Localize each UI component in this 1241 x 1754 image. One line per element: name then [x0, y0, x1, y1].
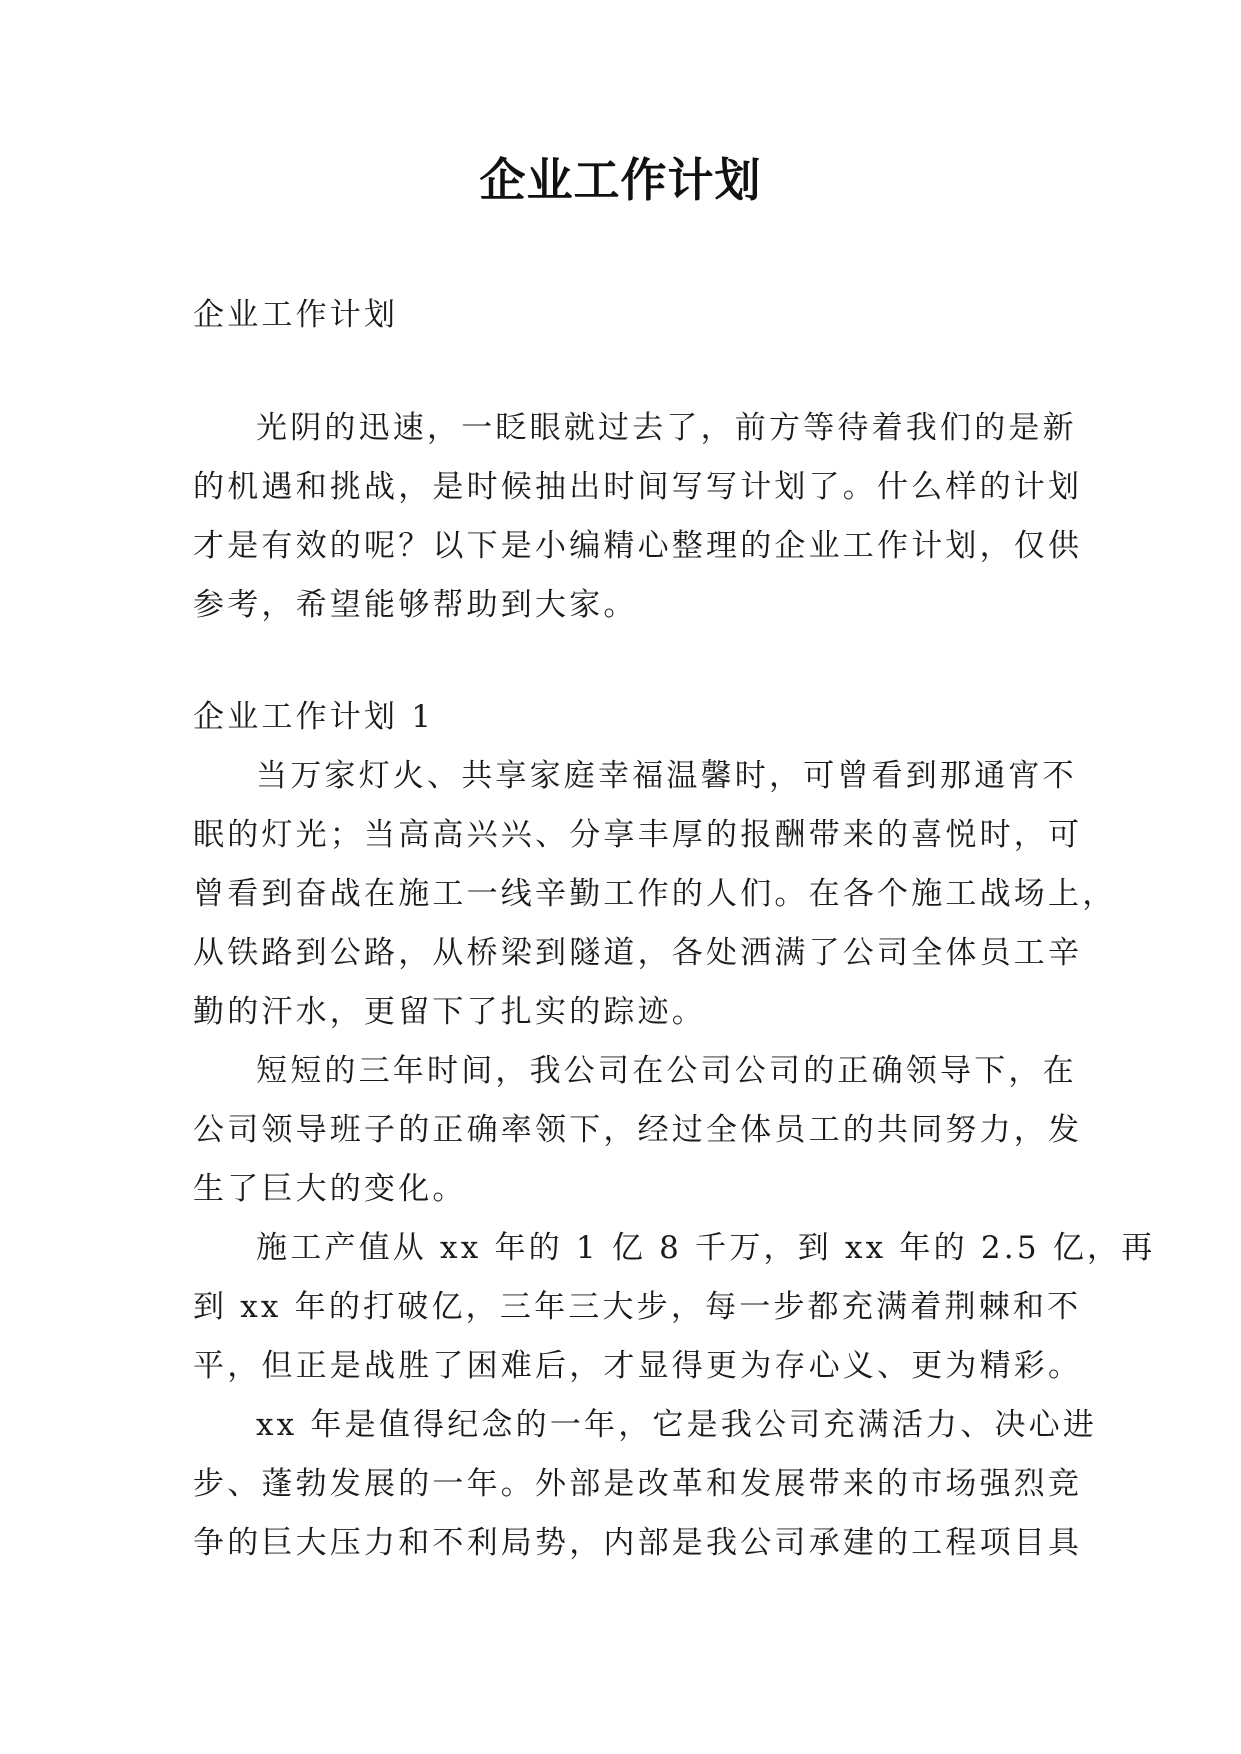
paragraph2-line-1: 短短的三年时间，我公司在公司公司的正确领导下，在 — [256, 1053, 1077, 1089]
paragraph1-line-1: 当万家灯火、共享家庭幸福温馨时，可曾看到那通宵不 — [256, 758, 1077, 794]
intro-line-4: 参考，希望能够帮助到大家。 — [193, 587, 638, 623]
paragraph3-line-3: 平，但正是战胜了困难后，才显得更为存心义、更为精彩。 — [193, 1348, 1083, 1384]
paragraph4-line-2: 步、蓬勃发展的一年。外部是改革和发展带来的市场强烈竞 — [193, 1466, 1083, 1502]
paragraph1-line-4: 从铁路到公路，从桥梁到隧道，各处洒满了公司全体员工辛 — [193, 935, 1083, 971]
document-subtitle: 企业工作计划 — [193, 297, 399, 333]
section-heading: 企业工作计划 1 — [193, 699, 435, 735]
paragraph2-line-2: 公司领导班子的正确率领下，经过全体员工的共同努力，发 — [193, 1112, 1083, 1148]
paragraph3-line-1: 施工产值从 xx 年的 1 亿 8 千万，到 xx 年的 2.5 亿，再 — [256, 1230, 1156, 1266]
paragraph4-line-3: 争的巨大压力和不利局势，内部是我公司承建的工程项目具 — [193, 1525, 1083, 1561]
paragraph3-line-2: 到 xx 年的打破亿，三年三大步，每一步都充满着荆棘和不 — [193, 1289, 1082, 1325]
intro-line-2: 的机遇和挑战，是时候抽出时间写写计划了。什么样的计划 — [193, 469, 1083, 505]
paragraph1-line-2: 眠的灯光；当高高兴兴、分享丰厚的报酬带来的喜悦时，可 — [193, 817, 1083, 853]
paragraph2-line-3: 生了巨大的变化。 — [193, 1171, 467, 1207]
document-title: 企业工作计划 — [479, 153, 762, 207]
paragraph1-line-5: 勤的汗水，更留下了扎实的踪迹。 — [193, 994, 706, 1030]
intro-line-3: 才是有效的呢？以下是小编精心整理的企业工作计划，仅供 — [193, 528, 1083, 564]
paragraph4-line-1: xx 年是值得纪念的一年，它是我公司充满活力、决心进 — [256, 1407, 1098, 1443]
paragraph1-line-3: 曾看到奋战在施工一线辛勤工作的人们。在各个施工战场上， — [193, 876, 1117, 912]
intro-line-1: 光阴的迅速，一眨眼就过去了，前方等待着我们的是新 — [256, 410, 1077, 446]
